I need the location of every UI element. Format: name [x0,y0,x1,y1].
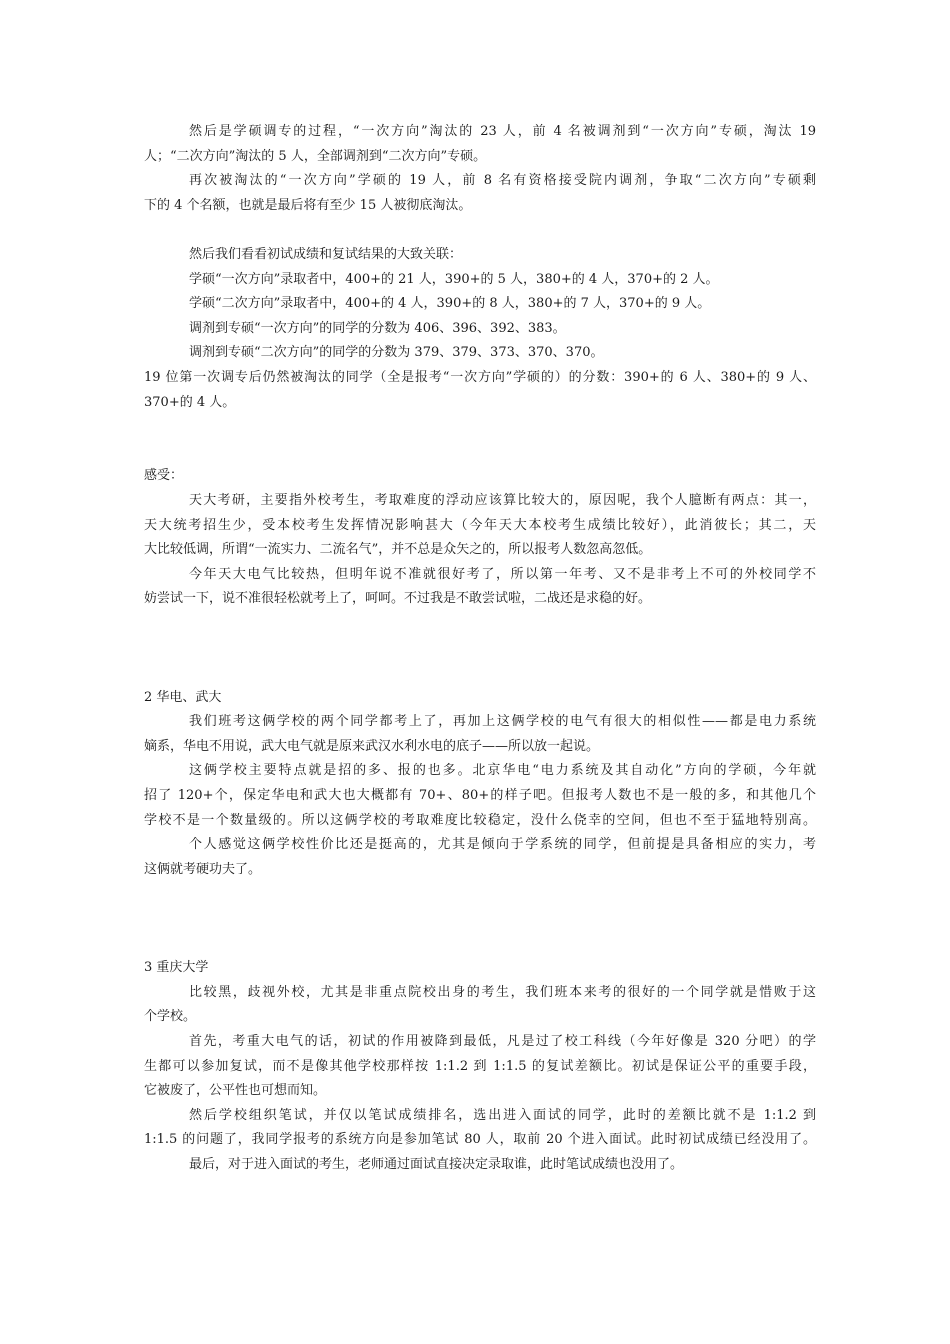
paragraph-line: 这俩学校主要特点就是招的多、报的也多。北京华电“电力系统及其自动化”方向的学硕，今年就 [189,763,816,779]
paragraph-line: 今年天大电气比较热，但明年说不准就很好考了，所以第一年考、又不是非考上不可的外校同学不 [189,566,816,582]
paragraph-line: 妨尝试一下，说不准很轻松就考上了，呵呵。不过我是不敢尝试啦，二战还是求稳的好。 [144,591,652,607]
paragraph-line: 比较黑，歧视外校，尤其是非重点院校出身的考生，我们班本来考的很好的一个同学就是惜败于这 [189,984,816,1000]
paragraph-line: 招了 120+个，保定华电和武大也大概都有 70+、80+的样子吧。但报考人数也不是一般的多，和其他几个 [144,788,816,804]
paragraph-line: 然后我们看看初试成绩和复试结果的大致关联： [189,246,463,262]
paragraph-line: 我们班考这俩学校的两个同学都考上了，再加上这俩学校的电气有很大的相似性——都是电力系统 [189,714,816,730]
section-heading: 感受： [144,468,184,484]
blank-line [144,932,816,957]
section-heading: 2 华电、武大 [144,689,222,705]
paragraph-line: 19 位第一次调专后仍然被淘汰的同学（全是报考“一次方向”学硕的）的分数：390+的 6 人、380+的 9 人、 [144,369,816,385]
blank-line [144,882,816,907]
paragraph-line: 首先，考重大电气的话，初试的作用被降到最低，凡是过了校工科线（今年好像是 320 分吧）的学 [189,1033,816,1049]
paragraph-line: 天大考研，主要指外校考生，考取难度的浮动应该算比较大的，原因呢，我个人臆断有两点：其一， [189,492,816,508]
blank-line [144,612,816,637]
paragraph-line: 下的 4 个名额，也就是最后将有至少 15 人被彻底淘汰。 [144,197,472,213]
paragraph-line: 370+的 4 人。 [144,394,236,410]
paragraph-line: 它被废了，公平性也可想而知。 [144,1083,327,1099]
paragraph-line: 学硕“一次方向”录取者中，400+的 21 人，390+的 5 人，380+的 4 人，370+的 2 人。 [189,271,719,287]
paragraph-line: 个人感觉这俩学校性价比还是挺高的，尤其是倾向于学系统的同学，但前提是具备相应的实力，考 [189,837,816,853]
paragraph-line: 调剂到专硕“二次方向”的同学的分数为 379、379、373、370、370。 [189,345,604,361]
paragraph-line: 天大统考招生少，受本校考生发挥情况影响甚大（今年天大本校考生成绩比较好），此消彼长；其二，天 [144,517,816,533]
paragraph-line: 个学校。 [144,1009,197,1025]
paragraph-line: 大比较低调，所谓“一流实力、二流名气”，并不总是众矢之的，所以报考人数忽高忽低。 [144,542,652,558]
paragraph-line: 再次被淘汰的“一次方向”学硕的 19 人，前 8 名有资格接受院内调剂，争取“二次方向”专硕剩 [189,173,816,189]
paragraph-line: 生都可以参加复试，而不是像其他学校那样按 1:1.2 到 1:1.5 的复试差额比。初试是保证公平的重要手段， [144,1058,816,1074]
blank-line [144,440,816,465]
paragraph-line: 然后是学硕调专的过程，“一次方向”淘汰的 23 人，前 4 名被调剂到“一次方向”专硕，淘汰 19 [189,124,816,139]
paragraph-line: 然后学校组织笔试，并仅以笔试成绩排名，选出进入面试的同学，此时的差额比就不是 1:1.2 到 [189,1107,816,1123]
paragraph-line: 学硕“二次方向”录取者中，400+的 4 人，390+的 8 人，380+的 7 人，370+的 9 人。 [189,296,711,312]
blank-line [144,218,816,243]
blank-line [144,636,816,661]
blank-line [144,415,816,440]
paragraph-line: 嫡系，华电不用说，武大电气就是原来武汉水利水电的底子——所以放一起说。 [144,738,600,754]
blank-line [144,907,816,932]
paragraph-line: 人；“二次方向”淘汰的 5 人，全部调剂到“二次方向”专硕。 [144,148,487,164]
document-page [144,120,816,1178]
paragraph-line: 调剂到专硕“一次方向”的同学的分数为 406、396、392、383。 [189,320,566,336]
paragraph-line: 这俩就考硬功夫了。 [144,861,262,877]
paragraph-line: 1:1.5 的问题了，我同学报考的系统方向是参加笔试 80 人，取前 20 个进入面试。此时初试成绩已经没用了。 [144,1132,816,1148]
paragraph-line: 学校不是一个数量级的。所以这俩学校的考取难度比较稳定，没什么侥幸的空间，但也不至于猛地特别高。 [144,812,816,828]
paragraph-line: 最后，对于进入面试的考生，老师通过面试直接决定录取谁，此时笔试成绩也没用了。 [189,1156,684,1172]
section-heading: 3 重庆大学 [144,960,209,976]
blank-line [144,661,816,686]
